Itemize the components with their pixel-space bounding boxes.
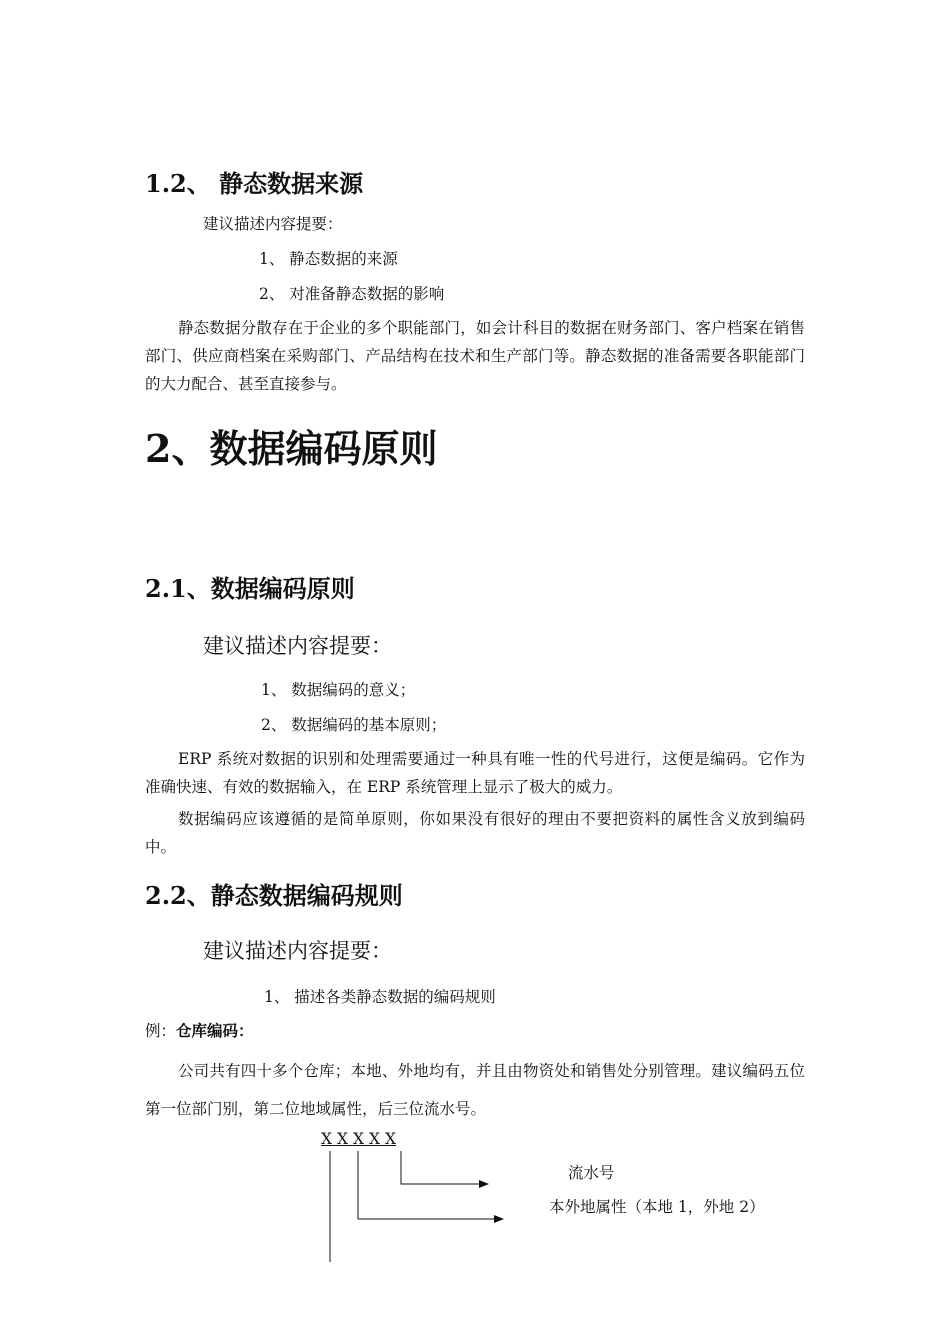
section-hint: 建议描述内容提要：	[203, 939, 392, 963]
section-heading-2-2: 2.2、静态数据编码规则	[145, 881, 403, 910]
serial-arrow	[401, 1151, 488, 1184]
chapter-heading-2: 2、数据编码原则	[145, 426, 438, 471]
list-item: 1、 静态数据的来源	[259, 250, 398, 268]
list-item: 2、 数据编码的基本原则；	[261, 716, 447, 734]
section-heading-2-1: 2.1、数据编码原则	[145, 574, 355, 603]
serial-number-label: 流水号	[568, 1164, 615, 1182]
code-digit: X	[368, 1130, 380, 1148]
region-arrow	[358, 1151, 503, 1219]
example-prefix: 例：	[145, 1022, 177, 1040]
section-heading-1-2: 1.2、 静态数据来源	[145, 169, 364, 198]
code-digit: X	[321, 1130, 333, 1148]
body-paragraph: 静态数据分散存在于企业的多个职能部门，如会计科目的数据在财务部门、客户档案在销售部门、供应商档案在采购部门、产品结构在技术和生产部门等。静态数据的准备需要各职能部门的大力配合、甚至直接参与。	[145, 319, 805, 393]
code-digit: X	[336, 1130, 349, 1148]
body-paragraph: 数据编码应该遵循的是简单原则，你如果没有很好的理由不要把资料的属性含义放到编码中。	[145, 810, 805, 856]
section-hint: 建议描述内容提要：	[203, 215, 343, 233]
body-paragraph: 公司共有四十多个仓库；本地、外地均有，并且由物资处和销售处分别管理。建议编码五位第一位部门别，第二位地域属性，后三位流水号。	[145, 1062, 805, 1118]
body-paragraph: ERP 系统对数据的识别和处理需要通过一种具有唯一性的代号进行，这便是编码。它作为准确快速、有效的数据输入，在 ERP 系统管理上显示了极大的威力。	[145, 750, 805, 796]
list-item: 1、 描述各类静态数据的编码规则	[264, 988, 496, 1006]
list-item: 1、 数据编码的意义；	[261, 681, 416, 699]
section-hint: 建议描述内容提要：	[203, 634, 392, 658]
code-digit: X	[352, 1130, 365, 1148]
example-title: 仓库编码：	[176, 1022, 254, 1040]
list-item: 2、 对准备静态数据的影响	[259, 285, 445, 303]
region-attribute-label: 本外地属性（本地 1，外地 2）	[549, 1198, 765, 1216]
code-digit: X	[384, 1130, 396, 1148]
